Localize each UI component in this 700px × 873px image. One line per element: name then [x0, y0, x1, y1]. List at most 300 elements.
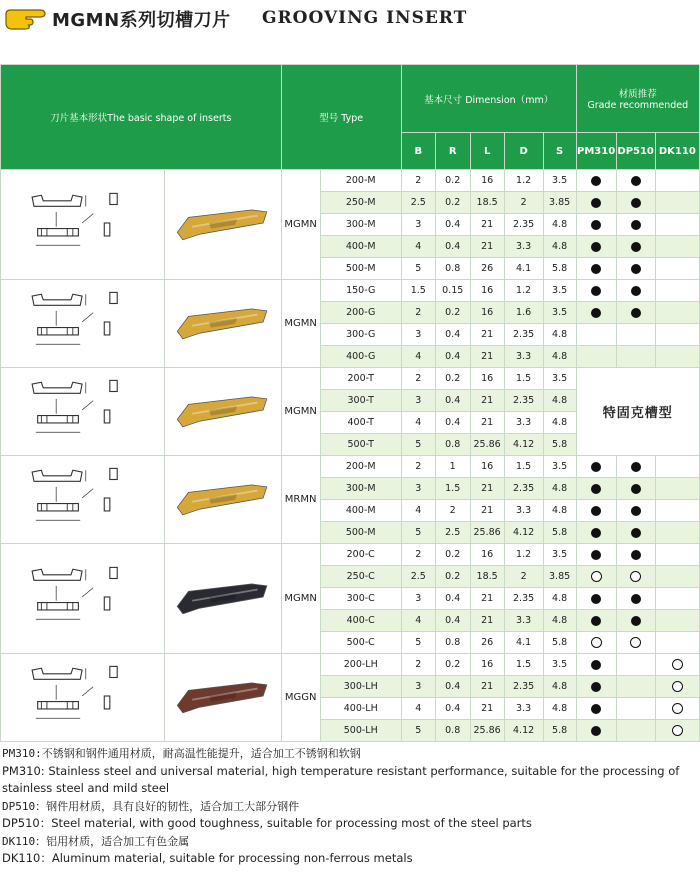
- grade-mark-cell: [655, 588, 699, 610]
- special-groove-label: 特固克槽型: [576, 368, 699, 456]
- grade-mark-cell: [655, 302, 699, 324]
- dim-b-cell: 3: [401, 588, 435, 610]
- dim-s-cell: 3.85: [543, 566, 576, 588]
- dim-b-cell: 3: [401, 478, 435, 500]
- dim-s-cell: 5.8: [543, 258, 576, 280]
- dim-s-cell: 4.8: [543, 236, 576, 258]
- filled-circle-icon: [631, 264, 641, 274]
- dim-d-cell: 1.2: [504, 280, 543, 302]
- grade-mark-cell: [655, 192, 699, 214]
- dim-d-cell: 2.35: [504, 478, 543, 500]
- dim-r-cell: 0.15: [435, 280, 470, 302]
- hollow-circle-icon: [672, 659, 683, 670]
- dim-b-cell: 4: [401, 236, 435, 258]
- dim-r-cell: 1: [435, 456, 470, 478]
- grade-mark-cell: [655, 632, 699, 654]
- dim-r-cell: 0.2: [435, 566, 470, 588]
- filled-circle-icon: [631, 484, 641, 494]
- dim-r-cell: 0.2: [435, 192, 470, 214]
- hollow-circle-icon: [591, 637, 602, 648]
- model-code-cell: 300-M: [320, 478, 401, 500]
- dim-l-cell: 21: [470, 346, 504, 368]
- dim-s-cell: 3.5: [543, 456, 576, 478]
- filled-circle-icon: [631, 462, 641, 472]
- grade-mark-cell: [655, 324, 699, 346]
- dim-s-cell: 4.8: [543, 500, 576, 522]
- insert-drawing-icon: [13, 560, 153, 634]
- note-pm310-cn: PM310:不锈钢和钢件通用材质，耐高温性能提升，适合加工不锈钢和软钢: [2, 747, 361, 760]
- dim-l-cell: 16: [470, 302, 504, 324]
- grade-mark-cell: [576, 632, 616, 654]
- dim-l-cell: 21: [470, 500, 504, 522]
- grade-mark-cell: [655, 676, 699, 698]
- dim-b-cell: 4: [401, 698, 435, 720]
- filled-circle-icon: [631, 616, 641, 626]
- grade-mark-cell: [616, 588, 655, 610]
- filled-circle-icon: [591, 682, 601, 692]
- grade-mark-cell: [616, 500, 655, 522]
- grade-mark-cell: [655, 610, 699, 632]
- insert-photo-icon: [171, 382, 275, 438]
- hollow-circle-icon: [630, 637, 641, 648]
- filled-circle-icon: [591, 594, 601, 604]
- grade-notes: [2, 745, 698, 868]
- insert-photo-icon: [171, 470, 275, 526]
- dim-r-cell: 2: [435, 500, 470, 522]
- dim-l-cell: 21: [470, 214, 504, 236]
- grade-mark-cell: [655, 346, 699, 368]
- dim-s-cell: 5.8: [543, 632, 576, 654]
- dim-b-cell: 5: [401, 434, 435, 456]
- filled-circle-icon: [591, 528, 601, 538]
- title-en: GROOVING INSERT: [262, 8, 468, 28]
- dim-b-cell: 2.5: [401, 566, 435, 588]
- title-bar: [0, 0, 700, 38]
- grade-mark-cell: [655, 654, 699, 676]
- dim-s-cell: 3.5: [543, 368, 576, 390]
- filled-circle-icon: [631, 242, 641, 252]
- filled-circle-icon: [591, 660, 601, 670]
- table-row: [1, 456, 700, 478]
- note-dk110-en: DK110：Aluminum material, suitable for processing non-ferrous metals: [2, 851, 413, 865]
- dim-s-header: S: [543, 133, 576, 170]
- grade-mark-cell: [616, 456, 655, 478]
- dim-d-cell: 1.5: [504, 368, 543, 390]
- grade-mark-cell: [616, 632, 655, 654]
- insert-image-cell: [165, 654, 281, 742]
- grade-mark-cell: [655, 236, 699, 258]
- dim-r-cell: 0.4: [435, 676, 470, 698]
- dim-b-cell: 3: [401, 324, 435, 346]
- dim-r-cell: 0.4: [435, 412, 470, 434]
- model-code-cell: 400-C: [320, 610, 401, 632]
- shape-drawing-cell: [1, 368, 165, 456]
- insert-image-cell: [165, 368, 281, 456]
- dim-s-cell: 4.8: [543, 676, 576, 698]
- filled-circle-icon: [591, 264, 601, 274]
- dim-d-cell: 4.12: [504, 720, 543, 742]
- model-code-cell: 500-M: [320, 522, 401, 544]
- filled-circle-icon: [631, 286, 641, 296]
- dim-r-cell: 0.4: [435, 324, 470, 346]
- filled-circle-icon: [631, 220, 641, 230]
- dim-b-cell: 2.5: [401, 192, 435, 214]
- grade-mark-cell: [616, 324, 655, 346]
- dim-s-cell: 5.8: [543, 522, 576, 544]
- filled-circle-icon: [631, 308, 641, 318]
- model-code-cell: 200-LH: [320, 654, 401, 676]
- dim-l-cell: 21: [470, 698, 504, 720]
- dim-l-cell: 21: [470, 324, 504, 346]
- dim-r-cell: 0.4: [435, 588, 470, 610]
- model-code-cell: 300-LH: [320, 676, 401, 698]
- grade-mark-cell: [576, 324, 616, 346]
- grade-mark-cell: [576, 720, 616, 742]
- insert-image-cell: [165, 544, 281, 654]
- model-code-cell: 500-M: [320, 258, 401, 280]
- grade-mark-cell: [616, 280, 655, 302]
- grade-mark-cell: [616, 676, 655, 698]
- grade-mark-cell: [655, 170, 699, 192]
- filled-circle-icon: [591, 506, 601, 516]
- dim-r-cell: 0.8: [435, 632, 470, 654]
- dim-r-cell: 1.5: [435, 478, 470, 500]
- grade-mark-cell: [576, 522, 616, 544]
- grade-mark-cell: [616, 654, 655, 676]
- grade-mark-cell: [655, 500, 699, 522]
- dim-b-cell: 2: [401, 654, 435, 676]
- dim-d-cell: 1.2: [504, 544, 543, 566]
- dim-d-cell: 3.3: [504, 500, 543, 522]
- insert-photo-icon: [171, 294, 275, 350]
- type-cell: MRMN: [281, 456, 320, 544]
- table-row: [1, 544, 700, 566]
- dim-s-cell: 4.8: [543, 588, 576, 610]
- filled-circle-icon: [631, 528, 641, 538]
- dim-s-cell: 4.8: [543, 412, 576, 434]
- grade-mark-cell: [655, 258, 699, 280]
- grade-mark-cell: [576, 500, 616, 522]
- dim-s-cell: 3.5: [543, 654, 576, 676]
- dim-s-cell: 3.5: [543, 302, 576, 324]
- grade-mark-cell: [576, 654, 616, 676]
- title-cn: MGMN系列切槽刀片: [52, 10, 231, 31]
- insert-drawing-icon: [13, 461, 153, 535]
- grade-mark-cell: [616, 192, 655, 214]
- dim-s-cell: 3.5: [543, 280, 576, 302]
- filled-circle-icon: [631, 176, 641, 186]
- shape-drawing-cell: [1, 654, 165, 742]
- note-pm310-en: PM310: Stainless steel and universal material, high temperature resistant performance, suitable for the processing of stainless steel and mild steel: [2, 763, 680, 795]
- shape-drawing-cell: [1, 280, 165, 368]
- dim-l-cell: 21: [470, 236, 504, 258]
- dim-b-cell: 2: [401, 368, 435, 390]
- insert-drawing-icon: [13, 373, 153, 447]
- dim-b-cell: 1.5: [401, 280, 435, 302]
- dim-b-cell: 2: [401, 544, 435, 566]
- dim-d-cell: 4.12: [504, 522, 543, 544]
- model-code-cell: 400-T: [320, 412, 401, 434]
- insert-photo-icon: [171, 668, 275, 724]
- type-cell: MGMN: [281, 544, 320, 654]
- grade-dp510-header: DP510: [616, 133, 655, 170]
- note-dp510-cn: DP510：钢件用材质，具有良好的韧性，适合加工大部分钢件: [2, 799, 300, 813]
- shape-drawing-cell: [1, 170, 165, 280]
- dim-b-cell: 2: [401, 456, 435, 478]
- dim-d-cell: 1.5: [504, 456, 543, 478]
- dim-r-cell: 0.4: [435, 236, 470, 258]
- model-code-cell: 300-C: [320, 588, 401, 610]
- dim-b-cell: 3: [401, 676, 435, 698]
- dim-s-cell: 3.5: [543, 170, 576, 192]
- shape-drawing-cell: [1, 456, 165, 544]
- header-grade-en: Grade recommended: [587, 100, 689, 111]
- grade-mark-cell: [616, 346, 655, 368]
- insert-image-cell: [165, 456, 281, 544]
- dim-l-cell: 25.86: [470, 522, 504, 544]
- shape-drawing-cell: [1, 544, 165, 654]
- grade-mark-cell: [616, 544, 655, 566]
- dim-d-cell: 1.2: [504, 170, 543, 192]
- table-row: [1, 170, 700, 192]
- model-code-cell: 200-C: [320, 544, 401, 566]
- header-grade-cn: 材质推荐: [618, 89, 657, 100]
- filled-circle-icon: [591, 176, 601, 186]
- dim-d-cell: 3.3: [504, 610, 543, 632]
- grade-mark-cell: [655, 280, 699, 302]
- dim-s-cell: 3.85: [543, 192, 576, 214]
- dim-l-cell: 16: [470, 170, 504, 192]
- dim-l-cell: 25.86: [470, 720, 504, 742]
- insert-image-cell: [165, 170, 281, 280]
- filled-circle-icon: [591, 704, 601, 714]
- dim-b-cell: 5: [401, 632, 435, 654]
- dim-r-cell: 0.2: [435, 302, 470, 324]
- model-code-cell: 300-T: [320, 390, 401, 412]
- dim-d-cell: 2.35: [504, 214, 543, 236]
- filled-circle-icon: [591, 308, 601, 318]
- hollow-circle-icon: [630, 571, 641, 582]
- dim-d-cell: 2.35: [504, 390, 543, 412]
- dim-b-cell: 4: [401, 500, 435, 522]
- grade-mark-cell: [616, 720, 655, 742]
- grade-mark-cell: [655, 478, 699, 500]
- header-type: 型号 Type: [281, 65, 401, 170]
- grade-mark-cell: [576, 610, 616, 632]
- insert-photo-icon: [171, 195, 275, 251]
- dim-l-cell: 26: [470, 258, 504, 280]
- dim-r-cell: 0.4: [435, 610, 470, 632]
- grade-mark-cell: [655, 456, 699, 478]
- filled-circle-icon: [631, 550, 641, 560]
- grade-mark-cell: [655, 720, 699, 742]
- dim-d-cell: 1.5: [504, 654, 543, 676]
- grade-mark-cell: [576, 478, 616, 500]
- dim-d-cell: 2.35: [504, 588, 543, 610]
- dim-r-cell: 0.4: [435, 390, 470, 412]
- model-code-cell: 500-C: [320, 632, 401, 654]
- dim-r-cell: 0.8: [435, 720, 470, 742]
- dim-r-cell: 0.2: [435, 544, 470, 566]
- dim-d-cell: 4.1: [504, 258, 543, 280]
- dim-d-cell: 3.3: [504, 236, 543, 258]
- filled-circle-icon: [631, 198, 641, 208]
- grade-mark-cell: [576, 302, 616, 324]
- dim-d-header: D: [504, 133, 543, 170]
- grade-mark-cell: [616, 236, 655, 258]
- model-code-cell: 150-G: [320, 280, 401, 302]
- dim-l-cell: 21: [470, 390, 504, 412]
- dim-b-cell: 2: [401, 302, 435, 324]
- filled-circle-icon: [591, 726, 601, 736]
- grade-mark-cell: [655, 566, 699, 588]
- grade-mark-cell: [576, 258, 616, 280]
- model-code-cell: 500-T: [320, 434, 401, 456]
- dim-d-cell: 1.6: [504, 302, 543, 324]
- grade-mark-cell: [576, 456, 616, 478]
- dim-l-cell: 16: [470, 456, 504, 478]
- dim-b-cell: 3: [401, 214, 435, 236]
- insert-drawing-icon: [13, 659, 153, 733]
- insert-image-cell: [165, 280, 281, 368]
- model-code-cell: 200-T: [320, 368, 401, 390]
- grade-mark-cell: [576, 676, 616, 698]
- grade-mark-cell: [576, 192, 616, 214]
- hollow-circle-icon: [672, 725, 683, 736]
- dim-l-cell: 21: [470, 610, 504, 632]
- grade-mark-cell: [616, 610, 655, 632]
- model-code-cell: 400-G: [320, 346, 401, 368]
- grade-mark-cell: [616, 698, 655, 720]
- grade-mark-cell: [576, 170, 616, 192]
- grade-pm310-header: PM310: [576, 133, 616, 170]
- header-shape: 刀片基本形状The basic shape of inserts: [1, 65, 282, 170]
- dim-l-cell: 21: [470, 676, 504, 698]
- grade-mark-cell: [655, 544, 699, 566]
- dim-r-cell: 0.8: [435, 258, 470, 280]
- dim-d-cell: 2.35: [504, 676, 543, 698]
- filled-circle-icon: [591, 198, 601, 208]
- dim-b-cell: 5: [401, 522, 435, 544]
- dim-s-cell: 4.8: [543, 324, 576, 346]
- insert-drawing-icon: [13, 285, 153, 359]
- grade-mark-cell: [576, 280, 616, 302]
- grade-mark-cell: [576, 566, 616, 588]
- dim-l-header: L: [470, 133, 504, 170]
- dim-b-cell: 4: [401, 346, 435, 368]
- grade-mark-cell: [616, 478, 655, 500]
- dim-l-cell: 26: [470, 632, 504, 654]
- dim-s-cell: 4.8: [543, 478, 576, 500]
- grade-mark-cell: [616, 170, 655, 192]
- grade-mark-cell: [616, 522, 655, 544]
- dim-s-cell: 4.8: [543, 214, 576, 236]
- grade-mark-cell: [655, 522, 699, 544]
- dim-r-header: R: [435, 133, 470, 170]
- insert-photo-icon: [171, 569, 275, 625]
- header-grade: [576, 65, 699, 133]
- model-code-cell: 200-M: [320, 456, 401, 478]
- table-row: [1, 654, 700, 676]
- dim-l-cell: 16: [470, 280, 504, 302]
- note-dk110-cn: DK110：铝用材质，适合加工有色金属: [2, 834, 190, 848]
- dim-d-cell: 2: [504, 566, 543, 588]
- type-cell: MGMN: [281, 368, 320, 456]
- filled-circle-icon: [631, 506, 641, 516]
- dim-l-cell: 18.5: [470, 192, 504, 214]
- grade-mark-cell: [616, 258, 655, 280]
- header-dimension: 基本尺寸 Dimension（mm）: [401, 65, 576, 133]
- model-code-cell: 400-M: [320, 500, 401, 522]
- table-row: [1, 280, 700, 302]
- dim-l-cell: 16: [470, 544, 504, 566]
- dim-s-cell: 4.8: [543, 390, 576, 412]
- dim-s-cell: 3.5: [543, 544, 576, 566]
- hollow-circle-icon: [672, 703, 683, 714]
- model-code-cell: 250-C: [320, 566, 401, 588]
- dim-r-cell: 0.2: [435, 170, 470, 192]
- dim-r-cell: 0.2: [435, 654, 470, 676]
- model-code-cell: 200-G: [320, 302, 401, 324]
- note-dp510-en: DP510：Steel material, with good toughness, suitable for processing most of the steel parts: [2, 816, 532, 830]
- model-code-cell: 400-LH: [320, 698, 401, 720]
- dim-s-cell: 4.8: [543, 346, 576, 368]
- dim-d-cell: 2.35: [504, 324, 543, 346]
- dim-d-cell: 2: [504, 192, 543, 214]
- grade-mark-cell: [655, 214, 699, 236]
- dim-d-cell: 4.12: [504, 434, 543, 456]
- hollow-circle-icon: [591, 571, 602, 582]
- dim-l-cell: 16: [470, 368, 504, 390]
- dim-s-cell: 5.8: [543, 720, 576, 742]
- model-code-cell: 300-G: [320, 324, 401, 346]
- dim-r-cell: 0.4: [435, 346, 470, 368]
- type-cell: MGMN: [281, 170, 320, 280]
- dim-b-cell: 3: [401, 390, 435, 412]
- grade-dk110-header: DK110: [655, 133, 699, 170]
- dim-b-cell: 2: [401, 170, 435, 192]
- model-code-cell: 200-M: [320, 170, 401, 192]
- dim-r-cell: 2.5: [435, 522, 470, 544]
- dim-l-cell: 16: [470, 654, 504, 676]
- dim-l-cell: 25.86: [470, 434, 504, 456]
- dim-l-cell: 21: [470, 588, 504, 610]
- model-code-cell: 500-LH: [320, 720, 401, 742]
- dim-d-cell: 3.3: [504, 346, 543, 368]
- dim-b-header: B: [401, 133, 435, 170]
- filled-circle-icon: [591, 616, 601, 626]
- dim-b-cell: 4: [401, 610, 435, 632]
- grade-mark-cell: [576, 236, 616, 258]
- dim-b-cell: 5: [401, 258, 435, 280]
- filled-circle-icon: [591, 484, 601, 494]
- grade-mark-cell: [616, 566, 655, 588]
- type-cell: MGMN: [281, 280, 320, 368]
- filled-circle-icon: [591, 550, 601, 560]
- insert-spec-table: [0, 64, 700, 742]
- dim-b-cell: 4: [401, 412, 435, 434]
- dim-r-cell: 0.2: [435, 368, 470, 390]
- model-code-cell: 300-M: [320, 214, 401, 236]
- type-cell: MGGN: [281, 654, 320, 742]
- dim-s-cell: 4.8: [543, 610, 576, 632]
- dim-r-cell: 0.4: [435, 698, 470, 720]
- model-code-cell: 400-M: [320, 236, 401, 258]
- table-row: [1, 368, 700, 390]
- dim-r-cell: 0.4: [435, 214, 470, 236]
- dim-l-cell: 18.5: [470, 566, 504, 588]
- dim-d-cell: 4.1: [504, 632, 543, 654]
